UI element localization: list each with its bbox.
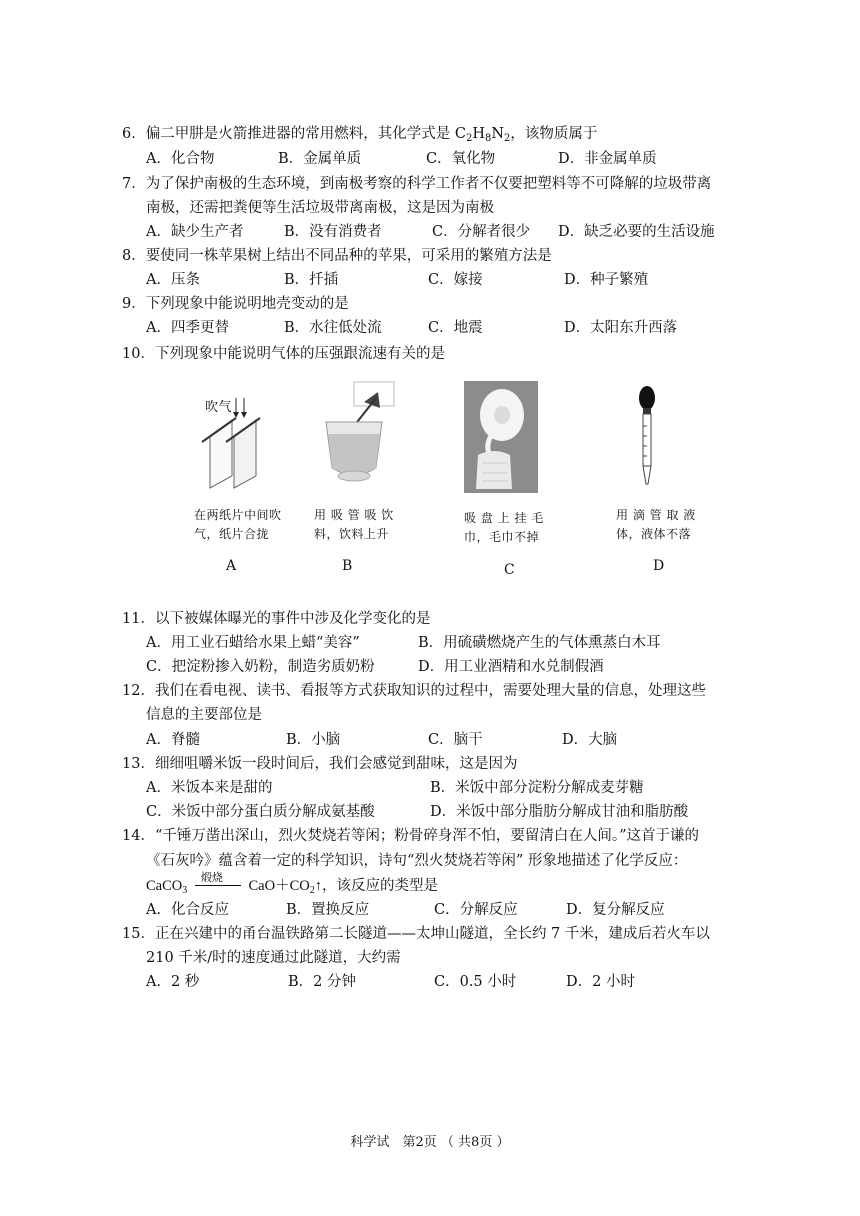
figure-a-caption-1: 在两纸片中间吹 <box>194 508 282 522</box>
question-12-option-c: C．脑干 <box>428 732 483 748</box>
figure-b-caption-2: 料，饮料上升 <box>314 527 390 541</box>
question-9-option-c: C．地震 <box>428 320 483 336</box>
suction-cup-towel-figure <box>464 381 538 493</box>
figure-a-label: A <box>226 558 237 574</box>
question-13-option-d: D．米饭中部分脂肪分解成甘油和脂肪酸 <box>430 804 689 820</box>
question-12-line-1: 12．我们在看电视、读书、看报等方式获取知识的过程中，需要处理大量的信息，处理这些 <box>122 683 706 699</box>
figure-a-caption-2: 气，纸片合拢 <box>194 527 270 541</box>
question-8-option-d: D．种子繁殖 <box>564 272 649 288</box>
question-8-stem: 8．要使同一株苹果树上结出不同品种的苹果，可采用的繁殖方法是 <box>122 248 552 264</box>
question-15-line-2: 210 千米/时的速度通过此隧道，大约需 <box>146 950 401 966</box>
question-12-option-d: D．大脑 <box>562 732 618 748</box>
question-13-stem: 13．细细咀嚼米饭一段时间后，我们会感觉到甜味，这是因为 <box>122 756 518 772</box>
question-13-option-a: A．米饭本来是甜的 <box>146 780 273 796</box>
question-15-line-1: 15．正在兴建中的甬台温铁路第二长隧道——太坤山隧道，全长约 7 千米，建成后若火车以 <box>122 926 710 942</box>
question-14-equation: CaCO$_3$ 煅烧 $CaO+CO_2↑$，该反应的类型是 <box>146 876 438 896</box>
question-11-stem: 11．以下被媒体曝光的事件中涉及化学变化的是 <box>122 611 431 627</box>
figure-c-caption-1: 吸 盘 上 挂 毛 <box>464 511 544 525</box>
question-7-option-c: C．分解者很少 <box>432 224 531 240</box>
question-11-option-c: C．把淀粉掺入奶粉，制造劣质奶粉 <box>146 659 375 675</box>
question-8-option-c: C．嫁接 <box>428 272 483 288</box>
question-11-option-a: A．用工业石蜡给水果上蜡“美容” <box>146 635 360 651</box>
figure-b-label: B <box>342 558 353 574</box>
question-15-option-c: C．0.5 小时 <box>434 974 517 990</box>
cup-straw-figure <box>318 378 398 486</box>
question-14-option-c: C．分解反应 <box>434 902 518 918</box>
page-footer: 科学试 第2页 （ 共8页 ） <box>350 1135 510 1150</box>
question-7-option-b: B．没有消费者 <box>284 224 382 240</box>
question-14-option-a: A．化合反应 <box>146 902 229 918</box>
question-15-option-d: D．2 小时 <box>566 974 635 990</box>
question-15-option-b: B．2 分钟 <box>288 974 356 990</box>
question-6-option-a: A．化合物 <box>146 151 215 167</box>
figure-d-caption-1: 用 滴 管 取 液 <box>616 508 696 522</box>
reaction-arrow <box>195 872 241 896</box>
question-9-stem: 9．下列现象中能说明地壳变动的是 <box>122 296 349 312</box>
question-6-stem: 6．偏二甲肼是火箭推进器的常用燃料，其化学式是 $C_2H_8N_2$，该物质属于 <box>122 126 598 144</box>
question-14-option-b: B．置换反应 <box>286 902 370 918</box>
question-11-option-b: B．用硫磺燃烧产生的气体熏蒸白木耳 <box>418 635 661 651</box>
question-7-line-1: 7．为了保护南极的生态环境，到南极考察的科学工作者不仅要把塑料等不可降解的垃圾带离 <box>122 176 712 192</box>
question-8-option-a: A．压条 <box>146 272 200 288</box>
figure-c-label: C <box>504 562 515 578</box>
question-7-option-a: A．缺少生产者 <box>146 224 244 240</box>
question-9-option-a: A．四季更替 <box>146 320 229 336</box>
question-13-option-c: C．米饭中部分蛋白质分解成氨基酸 <box>146 804 375 820</box>
question-12-option-a: A．脊髓 <box>146 732 200 748</box>
question-14-line-2: 《石灰吟》蕴含着一定的科学知识，诗句“烈火焚烧若等闲” 形象地描述了化学反应： <box>146 853 688 869</box>
question-9-option-b: B．水往低处流 <box>284 320 382 336</box>
question-10-stem: 10．下列现象中能说明气体的压强跟流速有关的是 <box>122 346 445 362</box>
question-14-option-d: D．复分解反应 <box>566 902 665 918</box>
question-6-option-b: B．金属单质 <box>278 151 362 167</box>
figure-d-caption-2: 体，液体不落 <box>616 527 692 541</box>
question-6-option-d: D．非金属单质 <box>558 151 657 167</box>
question-6-option-c: C．氧化物 <box>426 151 496 167</box>
question-11-option-d: D．用工业酒精和水兑制假酒 <box>418 659 604 675</box>
question-13-option-b: B．米饭中部分淀粉分解成麦芽糖 <box>430 780 644 796</box>
question-9-option-d: D．太阳东升西落 <box>564 320 678 336</box>
figure-c-caption-2: 巾，毛巾不掉 <box>464 530 540 544</box>
blow-air-label: 吹气 <box>205 400 233 415</box>
question-12-line-2: 信息的主要部位是 <box>146 707 262 723</box>
question-7-line-2: 南极，还需把粪便等生活垃圾带离南极，这是因为南极 <box>146 200 494 216</box>
question-8-option-b: B．扦插 <box>284 272 339 288</box>
question-7-option-d: D．缺乏必要的生活设施 <box>558 224 715 240</box>
question-15-option-a: A．2 秒 <box>146 974 200 990</box>
question-14-line-1: 14．“千锤万凿出深山，烈火焚烧若等闲；粉骨碎身浑不怕，要留清白在人间。”这首于谦的 <box>122 828 700 844</box>
figure-d-label: D <box>653 558 665 574</box>
paper-sheets-figure <box>192 392 272 492</box>
figure-b-caption-1: 用 吸 管 吸 饮 <box>314 508 394 522</box>
dropper-figure <box>632 384 662 488</box>
reaction-condition: 煅烧 <box>200 872 223 884</box>
question-12-option-b: B．小脑 <box>286 732 341 748</box>
